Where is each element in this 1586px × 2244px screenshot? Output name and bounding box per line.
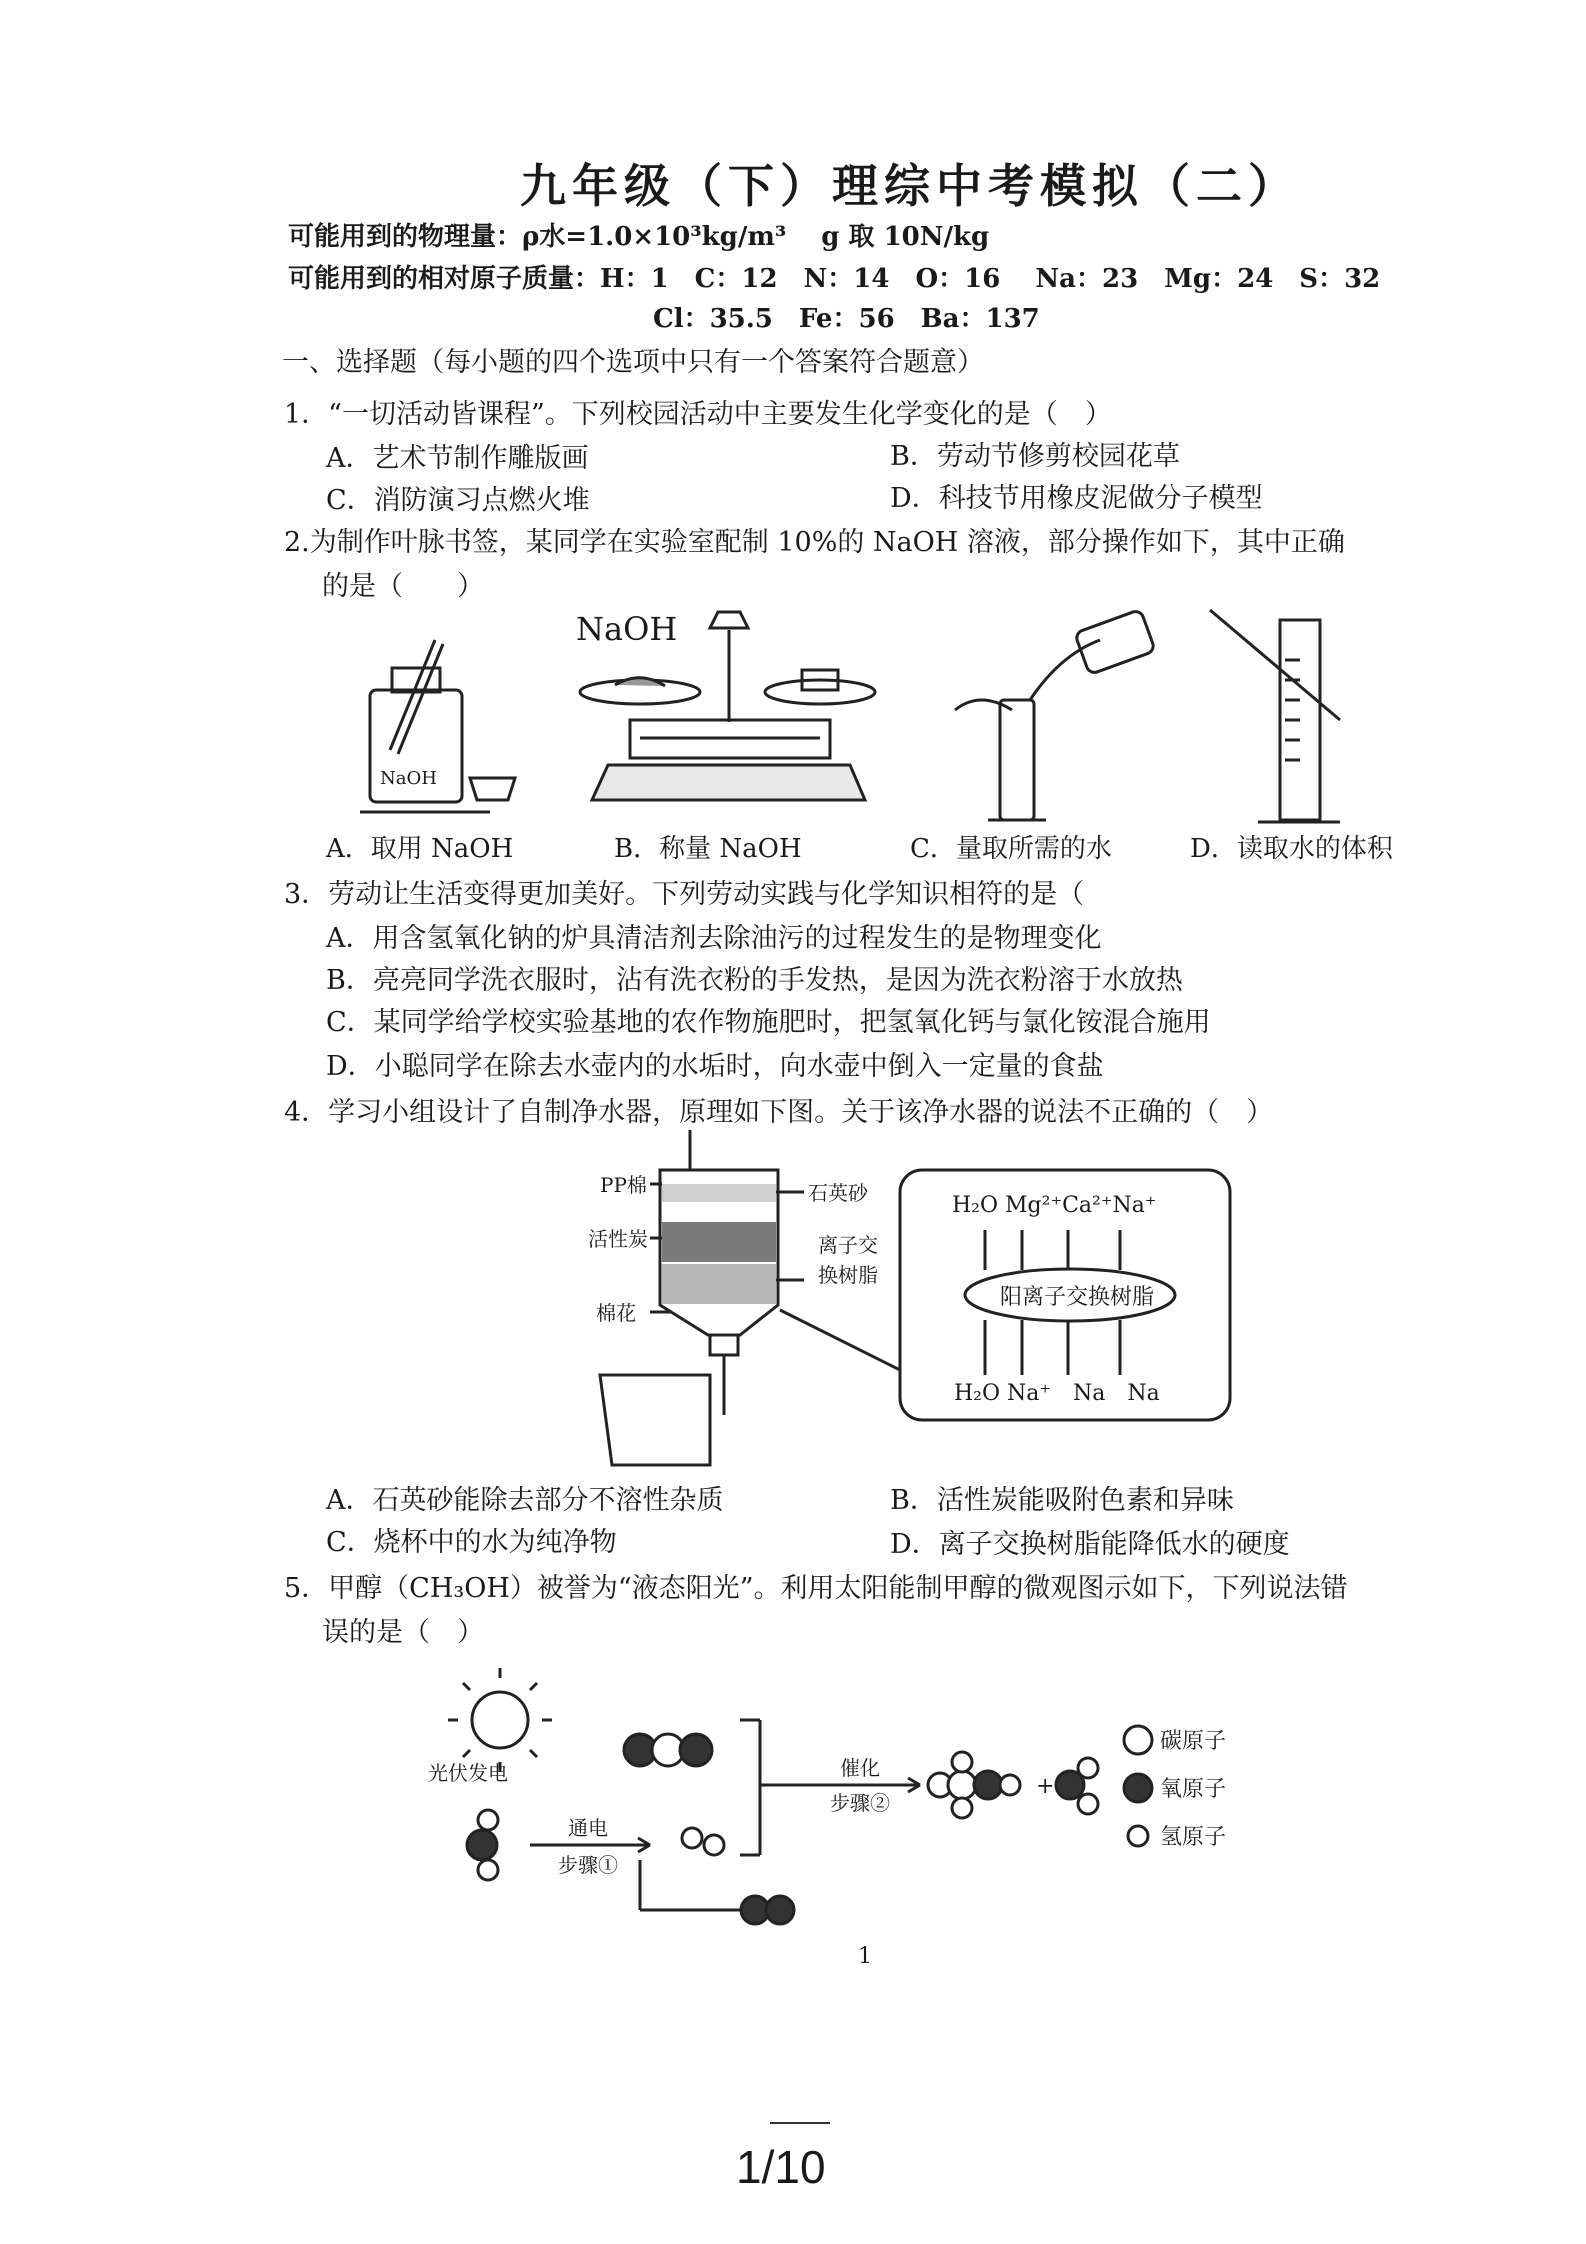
resin-box-label: 阳离子交换树脂 [1000,1285,1155,1310]
q5-stem-line1: 5．甲醇（CH₃OH）被誉为“液态阳光”。利用太阳能制甲醇的微观图示如下，下列说法错 [284,1573,1348,1604]
q2-stem-line2: 的是（ ） [322,571,484,602]
q3-option-c: C．某同学给学校实验基地的农作物施肥时，把氢氧化钙与氯化铵混合施用 [326,1007,1211,1038]
q2-option-b: B．称量 NaOH [614,834,802,864]
pouring-water-icon [955,609,1155,820]
q3-option-b: B．亮亮同学洗衣服时，沾有洗衣粉的手发热，是因为洗衣粉溶于水放热 [326,965,1183,996]
page-footer: 1/10 [736,2141,826,2193]
step2-label: 步骤② [830,1791,890,1815]
sun-icon [448,1668,552,1772]
physics-constants: 可能用到的物理量：ρ水=1.0×10³kg/m³ g 取 10N/kg [288,222,990,252]
q3-stem: 3．劳动让生活变得更加美好。下列劳动实践与化学知识相符的是（ [284,879,1085,910]
plus-sign: + [1036,1774,1055,1799]
inner-page-number: 1 [858,1944,872,1969]
bottle-naoh-label: NaOH [380,768,437,789]
label-pp-cotton: PP棉 [600,1173,647,1197]
q4-stem: 4．学习小组设计了自制净水器，原理如下图。关于该净水器的说法不正确的（ ） [284,1097,1274,1128]
legend-carbon: 碳原子 [1160,1729,1227,1754]
atomic-masses-cont: Cl：35.5 Fe：56 Ba：137 [653,304,1040,334]
catalyst-label: 催化 [840,1756,880,1780]
legend-hydrogen: 氢原子 [1160,1825,1227,1850]
q5-stem-line2: 误的是（ ） [322,1617,484,1648]
q1-option-a: A．艺术节制作雕版画 [326,443,589,474]
q4-option-d: D．离子交换树脂能降低水的硬度 [890,1529,1290,1560]
q1-option-d: D．科技节用橡皮泥做分子模型 [890,483,1263,514]
label-cotton: 棉花 [596,1301,636,1325]
q4-option-b: B．活性炭能吸附色素和异味 [890,1485,1234,1516]
graduated-cylinder-icon [1210,610,1340,822]
q4-option-a: A．石英砂能除去部分不溶性杂质 [326,1485,724,1516]
footer-rule [770,2122,830,2124]
q1-option-b: B．劳动节修剪校园花草 [890,441,1180,472]
q2-option-d: D．读取水的体积 [1190,834,1393,864]
step1-label: 步骤① [558,1853,618,1877]
power-label: 通电 [568,1816,608,1840]
label-activated-carbon: 活性炭 [588,1227,648,1251]
q4-water-purifier-figure [560,1130,1460,1470]
q2-figure [340,600,1400,840]
q3-option-d: D．小聪同学在除去水壶内的水垢时，向水壶中倒入一定量的食盐 [326,1051,1104,1082]
label-resin-1: 离子交 [818,1233,878,1257]
label-quartz-sand: 石英砂 [808,1181,868,1205]
legend-oxygen: 氧原子 [1160,1777,1227,1802]
label-resin-2: 换树脂 [818,1263,878,1287]
q4-option-c: C．烧杯中的水为纯净物 [326,1527,617,1558]
balance-naoh-label: NaOH [576,610,678,648]
atomic-masses: 可能用到的相对原子质量：H：1 C：12 N：14 O：16 Na：23 Mg：24 S：32 [288,264,1381,294]
top-ions-label: H₂O Mg²⁺Ca²⁺Na⁺ [952,1193,1157,1218]
pv-label: 光伏发电 [428,1761,508,1785]
section-heading: 一、选择题（每小题的四个选项中只有一个答案符合题意） [282,347,984,378]
q5-methanol-figure [420,1660,1340,1940]
q2-option-a: A．取用 NaOH [326,834,514,864]
bottom-ions-label: H₂O Na⁺ Na Na [954,1381,1160,1406]
q2-option-c: C．量取所需的水 [910,834,1112,864]
q1-stem: 1．“一切活动皆课程”。下列校园活动中主要发生化学变化的是（ ） [284,399,1112,430]
q3-option-a: A．用含氢氧化钠的炉具清洁剂去除油污的过程发生的是物理变化 [326,923,1102,954]
exam-title: 九年级（下）理综中考模拟（二） [520,159,1300,213]
q1-option-c: C．消防演习点燃火堆 [326,485,590,516]
q2-stem-line1: 2.为制作叶脉书签，某同学在实验室配制 10%的 NaOH 溶液，部分操作如下，其中正确 [284,527,1345,558]
